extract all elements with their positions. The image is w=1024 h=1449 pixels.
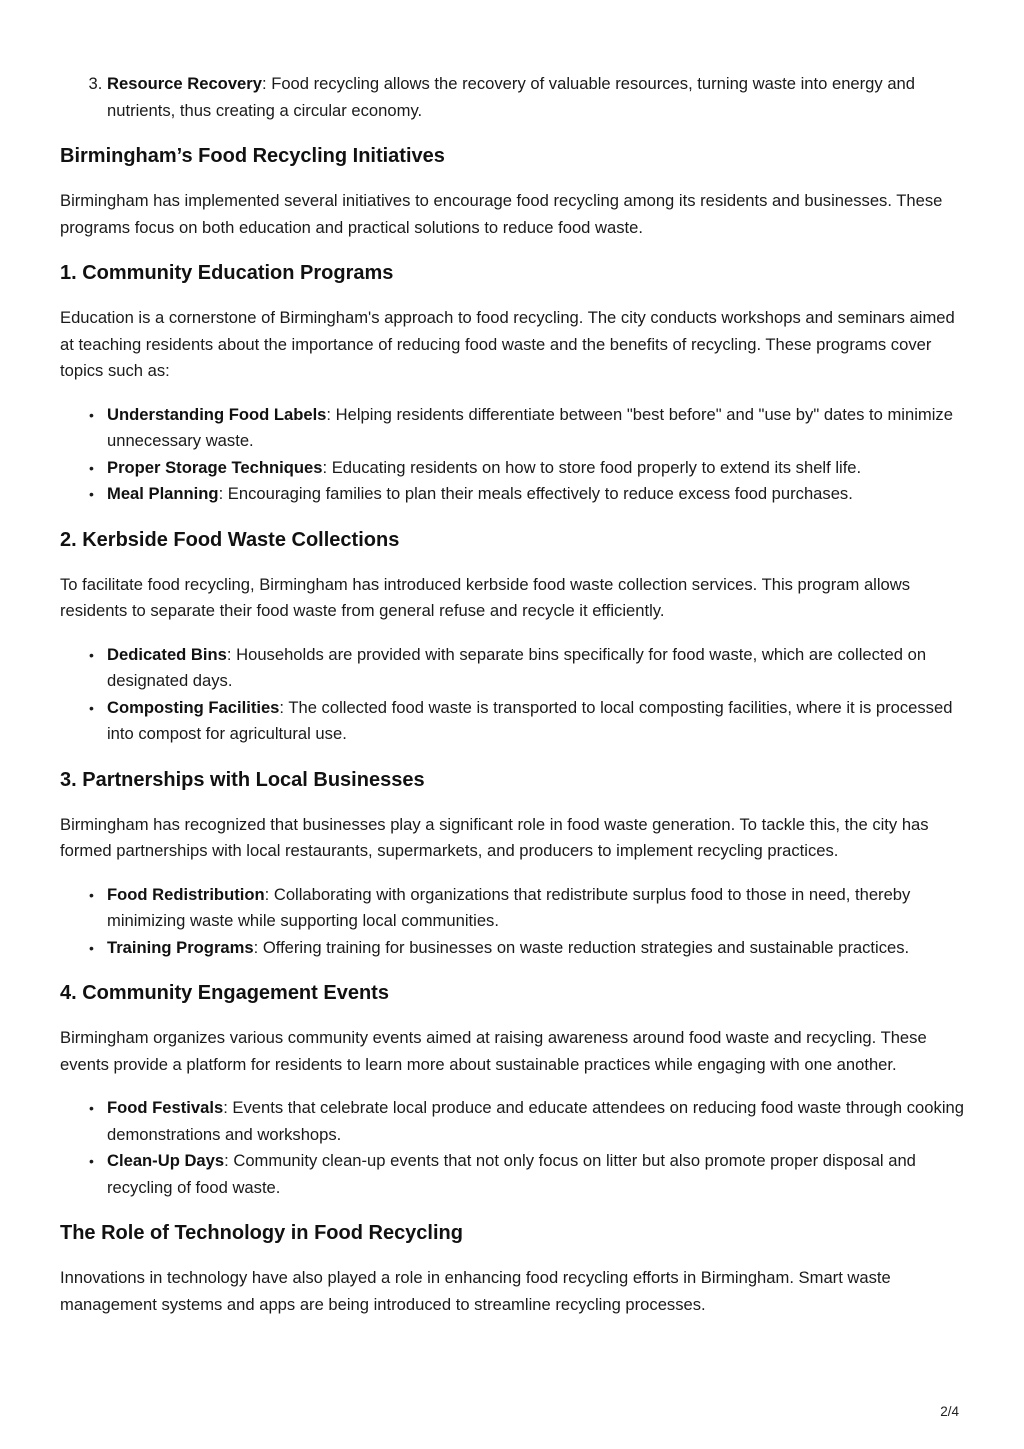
list-item	[89, 455, 970, 482]
partnerships-bullet-list	[60, 882, 970, 962]
list-item-text: : The collected food waste is transported to local composting facilities, where it is processed into compost for agricultural use.	[107, 697, 953, 743]
section-heading-engagement: 4. Community Engagement Events	[60, 982, 389, 1004]
list-item-text: : Offering training for businesses on waste reduction strategies and sustainable practices.	[253, 937, 910, 957]
section-heading-partnerships: 3. Partnerships with Local Businesses	[60, 768, 425, 791]
list-item-term: Food Redistribution	[107, 884, 265, 904]
kerbside-bullet-list	[60, 642, 970, 748]
section-paragraph-initiatives: Birmingham has implemented several initiatives to encourage food recycling among its residents and businesses. These programs focus on both education and practical solutions to reduce food waste.	[60, 191, 943, 237]
section-paragraph-technology: Innovations in technology have also played a role in enhancing food recycling efforts in Birmingham. Smart waste management systems and apps are being introduced to streamline recycling processes.	[60, 1268, 891, 1314]
list-item	[89, 882, 970, 935]
section-heading-kerbside: 2. Kerbside Food Waste Collections	[60, 528, 400, 551]
list-item-text: : Community clean-up events that not only focus on litter but also promote proper disposal and recycling of food waste.	[107, 1151, 916, 1197]
list-item-text: : Educating residents on how to store food properly to extend its shelf life.	[322, 457, 862, 477]
education-bullet-list	[60, 402, 970, 508]
list-item	[89, 402, 970, 455]
intro-numbered-list	[60, 71, 970, 124]
list-item-term: Food Festivals	[107, 1098, 224, 1117]
list-item-text: : Helping residents differentiate between "best before" and "use by" dates to minimize unnecessary waste.	[107, 404, 953, 450]
list-item	[89, 481, 970, 508]
list-item-term: Resource Recovery	[107, 74, 262, 93]
list-item-term: Training Programs	[107, 937, 254, 957]
bullet-icon: •	[89, 486, 94, 502]
bullet-icon: •	[89, 1100, 94, 1116]
bullet-icon: •	[89, 646, 94, 663]
list-item-term: Composting Facilities	[107, 697, 280, 717]
list-item-term: Dedicated Bins	[107, 644, 227, 664]
bullet-icon: •	[89, 939, 94, 956]
section-paragraph-kerbside: To facilitate food recycling, Birmingham has introduced kerbside food waste collection services. This program allows residents to separate their food waste from general refuse and recycle it efficiently.	[60, 574, 911, 620]
list-item-term: Clean-Up Days	[107, 1151, 225, 1170]
list-item	[107, 71, 970, 124]
list-item	[89, 695, 970, 748]
engagement-bullet-list	[60, 1095, 970, 1201]
document-page	[60, 71, 970, 1318]
list-item	[89, 642, 970, 695]
list-item	[89, 935, 970, 962]
bullet-icon: •	[89, 886, 94, 903]
section-paragraph-education: Education is a cornerstone of Birmingham's approach to food recycling. The city conducts workshops and seminars aimed at teaching residents about the importance of reducing food waste and the benefits of recycling. These programs cover topics such as:	[60, 308, 955, 380]
list-item	[89, 1148, 970, 1201]
bullet-icon: •	[89, 406, 94, 423]
list-item-term: Meal Planning	[107, 484, 219, 503]
page-number: 2/4	[940, 1404, 959, 1419]
section-paragraph-engagement: Birmingham organizes various community events aimed at raising awareness around food waste and recycling. These events provide a platform for residents to learn more about sustainable practices while engaging with one another.	[60, 1028, 927, 1074]
bullet-icon: •	[89, 699, 94, 716]
list-item-term: Understanding Food Labels	[107, 404, 327, 424]
bullet-icon: •	[89, 1153, 94, 1169]
list-item-term: Proper Storage Techniques	[107, 457, 323, 477]
list-item-text: : Encouraging families to plan their meals effectively to reduce excess food purchases.	[218, 484, 853, 503]
list-item-text: : Food recycling allows the recovery of valuable resources, turning waste into energy and nutrients, thus creating a circular economy.	[107, 74, 915, 120]
section-paragraph-partnerships: Birmingham has recognized that businesses play a significant role in food waste generation. To tackle this, the city has formed partnerships with local restaurants, supermarkets, and producers to implement recycling practices.	[60, 814, 929, 860]
list-item-text: : Collaborating with organizations that redistribute surplus food to those in need, thereby minimizing waste while supporting local communities.	[107, 884, 911, 930]
bullet-icon: •	[89, 459, 94, 476]
section-heading-technology: The Role of Technology in Food Recycling	[60, 1222, 463, 1244]
list-item-text: : Households are provided with separate bins specifically for food waste, which are collected on designated days.	[107, 644, 927, 690]
list-item	[89, 1095, 970, 1148]
section-heading-initiatives: Birmingham’s Food Recycling Initiatives	[60, 145, 445, 167]
list-item-text: : Events that celebrate local produce and educate attendees on reducing food waste through cooking demonstrations and workshops.	[107, 1098, 964, 1144]
section-heading-education: 1. Community Education Programs	[60, 262, 394, 284]
